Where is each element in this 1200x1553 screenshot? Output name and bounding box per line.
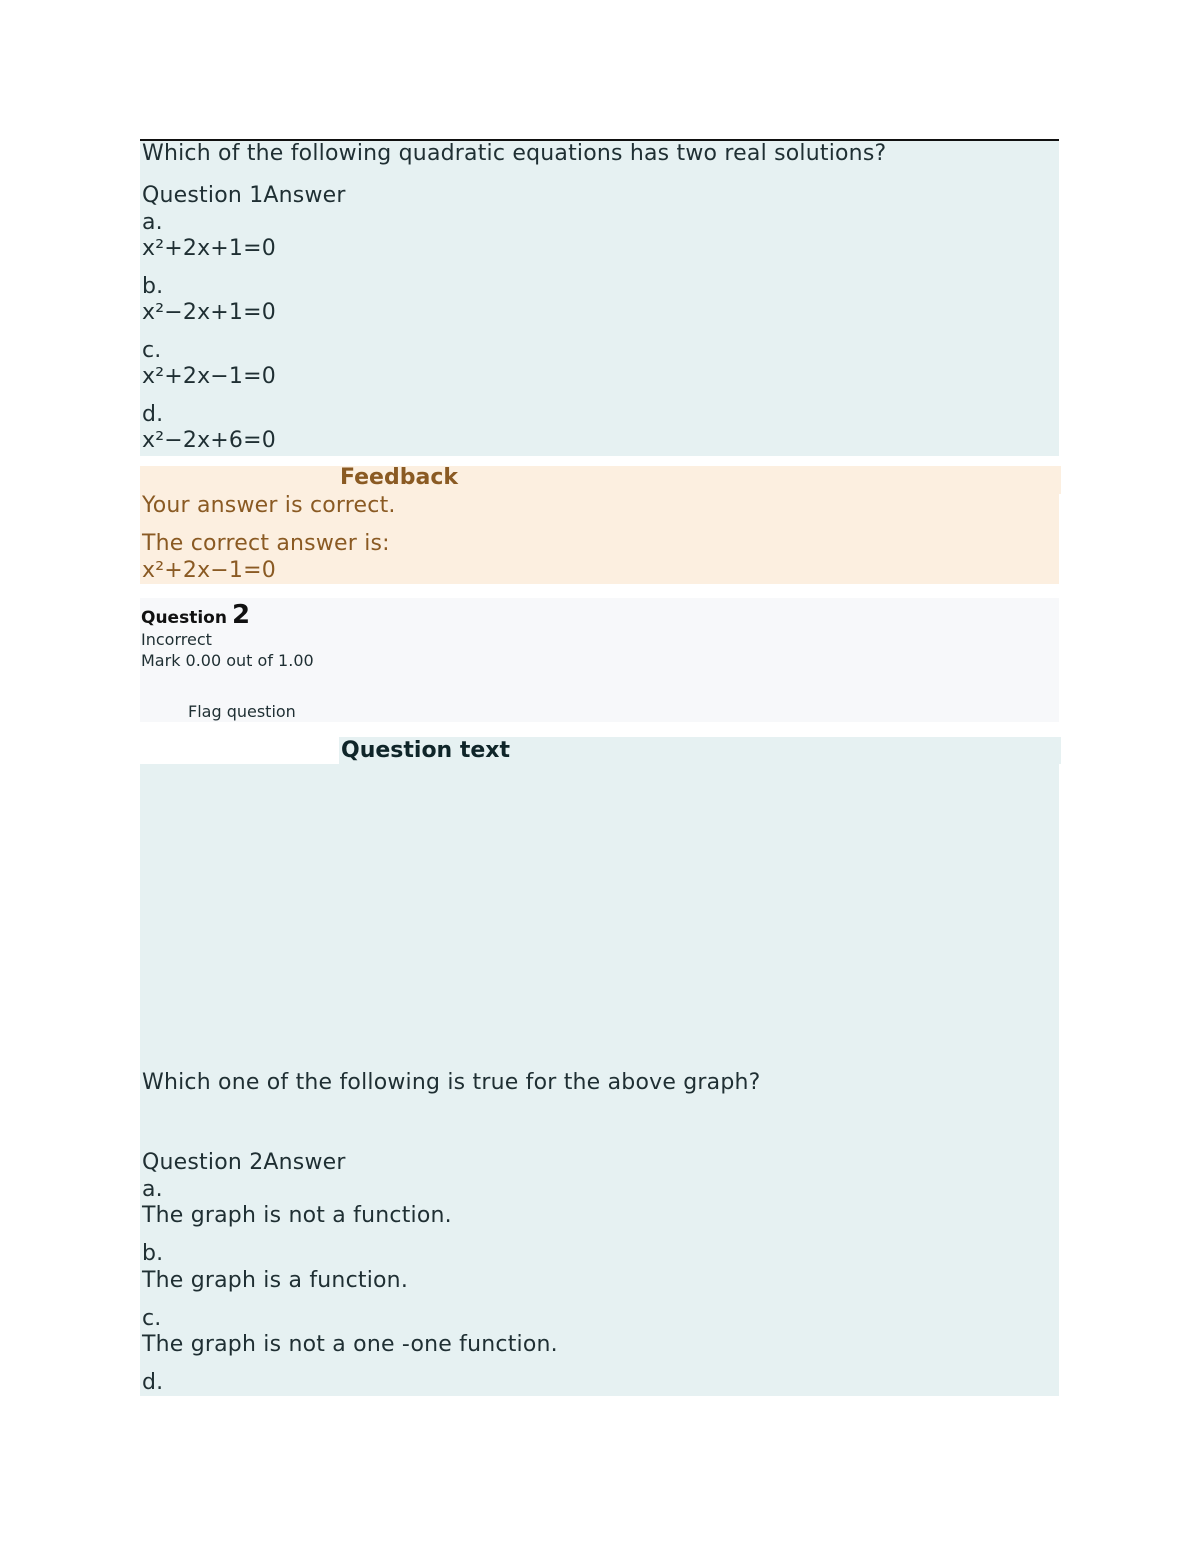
feedback-status: Your answer is correct. — [142, 493, 396, 518]
q2-option-text-b[interactable]: The graph is a function. — [142, 1268, 409, 1293]
feedback-correct-value: x²+2x−1=0 — [142, 558, 276, 583]
feedback-title: Feedback — [340, 465, 458, 490]
option-letter-b[interactable]: b. — [142, 274, 164, 299]
question-number: 2 — [232, 600, 251, 630]
q2-option-letter-a[interactable]: a. — [142, 1177, 163, 1202]
q2-option-text-c[interactable]: The graph is not a one -one function. — [142, 1332, 558, 1357]
option-text-a[interactable]: x²+2x+1=0 — [142, 236, 276, 261]
q2-option-letter-c[interactable]: c. — [142, 1306, 162, 1331]
option-letter-d[interactable]: d. — [142, 402, 164, 427]
option-letter-c[interactable]: c. — [142, 338, 162, 363]
q2-option-letter-d[interactable]: d. — [142, 1370, 164, 1395]
feedback-correct-label: The correct answer is: — [142, 531, 390, 556]
option-text-c[interactable]: x²+2x−1=0 — [142, 364, 276, 389]
option-text-b[interactable]: x²−2x+1=0 — [142, 300, 276, 325]
question-text-title: Question text — [341, 738, 511, 763]
question-1-prompt: Which of the following quadratic equations has two real solutions? — [142, 141, 887, 166]
flag-question-link[interactable]: Flag question — [188, 702, 296, 721]
q2-option-letter-b[interactable]: b. — [142, 1241, 164, 1266]
question-2-answer-heading: Question 2Answer — [142, 1150, 346, 1175]
question-label: Question — [141, 608, 227, 628]
question-2-heading — [141, 600, 250, 630]
question-2-state: Incorrect — [141, 630, 212, 649]
question-1-answer-heading: Question 1Answer — [142, 183, 346, 208]
option-text-d[interactable]: x²−2x+6=0 — [142, 428, 276, 453]
q2-option-text-a[interactable]: The graph is not a function. — [142, 1203, 452, 1228]
question-2-prompt: Which one of the following is true for the above graph? — [142, 1070, 761, 1095]
question-2-mark: Mark 0.00 out of 1.00 — [141, 651, 314, 670]
option-letter-a[interactable]: a. — [142, 210, 163, 235]
